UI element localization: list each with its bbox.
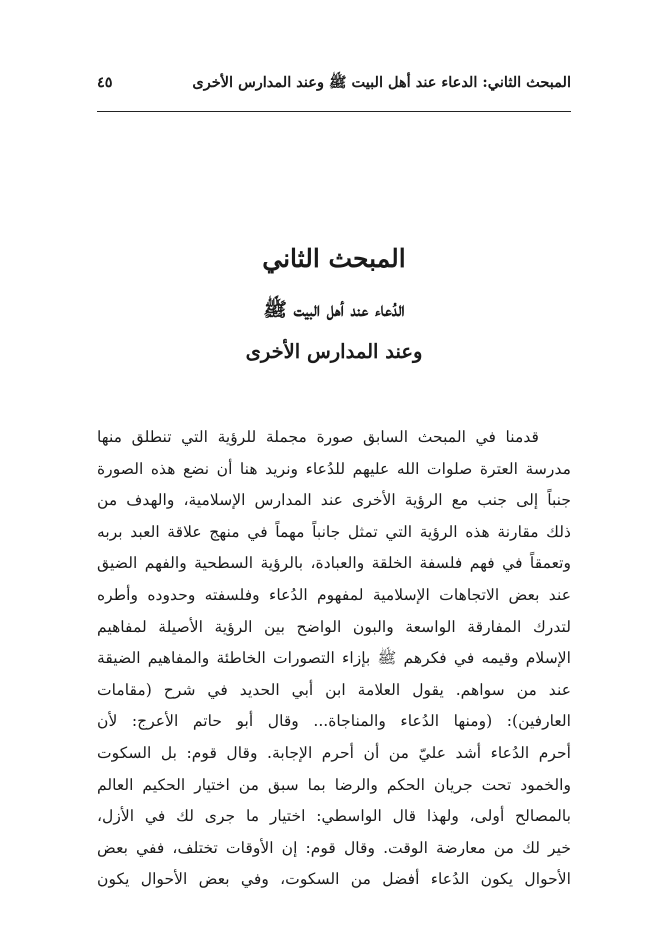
body-line: أحرم الدُعاء أشد عليّ من أن أحرم الإجابة. وقال قوم: بل السكوت <box>97 743 571 762</box>
section-heading: المبحث الثاني <box>262 244 406 273</box>
body-line: خير لك من معارضة الوقت. وقال قوم: إن الأوقات تختلف، ففي بعض <box>97 838 571 857</box>
body-line: وتعمقاً في فهم فلسفة الخلقة والعبادة، بالرؤية السطحية والفهم الضيق <box>97 554 571 573</box>
header-divider <box>97 111 571 112</box>
body-line: عند من سواهم. يقول العلامة ابن أبي الحديد في شرح (مقامات <box>97 680 571 699</box>
body-line: جنباً إلى جنب مع الرؤية الأخرى عند المدارس الإسلامية، والهدف من <box>97 491 571 510</box>
running-header <box>97 74 571 104</box>
body-line: الأحوال يكون الدُعاء أفضل من السكوت، وفي بعض الأحوال يكون <box>97 870 571 889</box>
body-paragraph <box>97 422 571 896</box>
body-line: ذلك مقارنة هذه الرؤية التي تمثل جانباً مهماً في منهج علاقة العبد بربه <box>97 522 571 541</box>
body-line: مدرسة العترة صلوات الله عليهم للدُعاء ونريد هنا أن نضع هذه الصورة <box>97 459 571 478</box>
page-number: ٤٥ <box>97 74 113 91</box>
body-line: قدمنا في المبحث السابق صورة مجملة للرؤية التي تنطلق منها <box>97 428 539 446</box>
section-subtitle-1: الدُعاء عند أهل البيت ﷺ <box>263 298 405 321</box>
body-line: العارفين): (ومنها الدُعاء والمناجاة... وقال أبو حاتم الأعرج: لأن <box>97 712 571 731</box>
running-header-title: المبحث الثاني: الدعاء عند أهل البيت ﷺ وعند المدارس الأخرى <box>192 74 571 91</box>
body-line: بالمصالح أولى، ولهذا قال الواسطي: اختيار ما جرى لك في الأزل، <box>97 807 571 826</box>
body-line: والخمود تحت جريان الحكم والرضا بما سبق من اختيار الحكيم العالم <box>97 775 571 794</box>
body-line: لتدرك المفارقة الواسعة والبون الواضح بين الرؤية الأصيلة لمفاهيم <box>97 617 571 636</box>
body-line: عند بعض الاتجاهات الإسلامية لمفهوم الدُعاء وفلسفته وحدوده وأطره <box>97 585 571 604</box>
body-line: الإسلام وقيمه في فكرهم ﷺ بإزاء التصورات الخاطئة والمفاهيم الضيقة <box>97 649 571 668</box>
section-subtitle-2: وعند المدارس الأخرى <box>245 340 423 363</box>
